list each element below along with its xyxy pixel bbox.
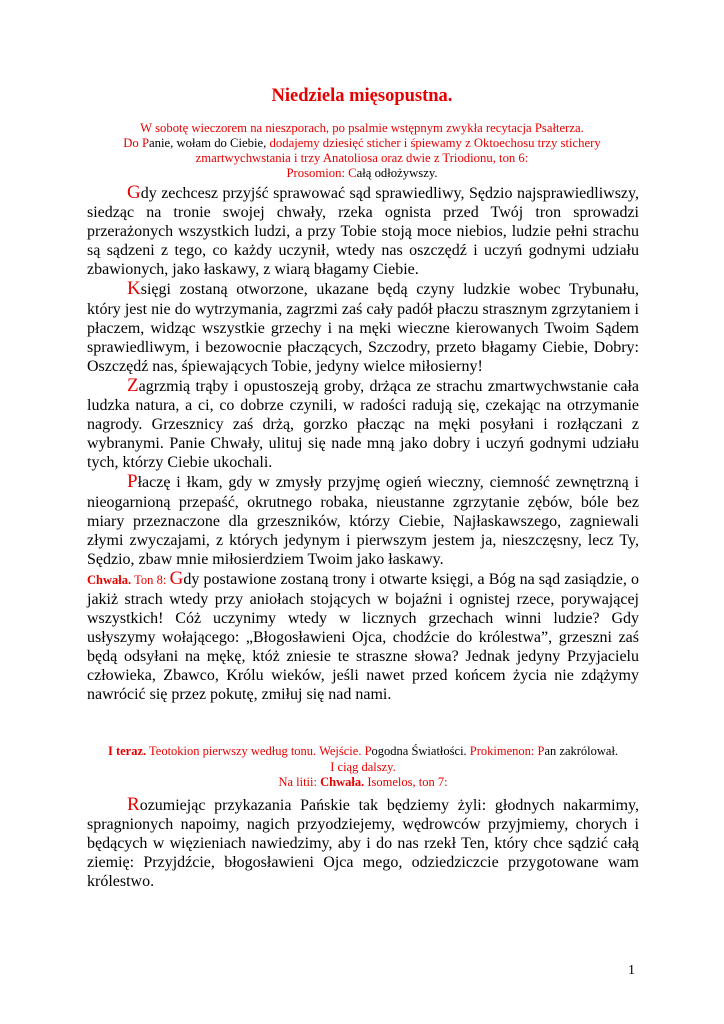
- intro-line-4-initial: C: [348, 166, 357, 180]
- litia-glory-label: Chwała.: [320, 775, 365, 789]
- intro-line-2: [96, 136, 628, 151]
- litia-paragraph: [87, 795, 639, 891]
- drop-initial: G: [169, 567, 184, 589]
- intro-line-2-rubric: dodajemy dziesięć sticher i śpiewamy z Oktoechosu trzy stichery: [266, 136, 601, 150]
- litia-suffix: Isomelos, ton 7:: [364, 775, 448, 789]
- intro-line-3: zmartwychwstania i trzy Anatoliosa oraz dwie z Triodionu, ton 6:: [195, 151, 529, 165]
- stichera-paragraph: [87, 472, 639, 568]
- paragraph-text: ozumiejąc przykazania Pańskie tak będziemy żyli: głodnych nakarmimy, spragnionych napoimy, nagich przyodziejemy, wędrowców przyjmiemy, chorych i będących w więzieniach nawiedzimy, aby i do nas rzekł Ten, który chce sądzić całą ziemię: Przyjdźcie, błogosławieni Ojca mego, odziedziczcie przygotowane wam królestwo.: [87, 797, 639, 891]
- now-rubric-line-3: [87, 775, 639, 791]
- litia-section: [87, 795, 639, 891]
- stichera-paragraph: [87, 183, 639, 279]
- now-rubric-incipit-2: an zakrólował.: [544, 744, 619, 758]
- drop-initial: G: [127, 182, 141, 203]
- glory-rubric: [87, 573, 170, 587]
- paragraph-text: sięgi zostaną otworzone, ukazane będą czyny ludzkie wobec Trybunału, który jest nie do wytrzymania, zagrzmi zaś cały padół płaczu strasznym zgrzytaniem i płaczem, widząc wszystkie grzechy i na męki wieczne kierowanych Twoim Sądem sprawiedliwym, i bezowocnie płaczących, Szczodry, przeto błagamy Ciebie, Dobry: Oszczędź nas, śpiewających Tobie, jedyny wielce miłosierny!: [87, 281, 639, 375]
- drop-initial: R: [127, 794, 140, 815]
- glory-paragraph: [87, 569, 639, 705]
- now-rubric-incipit-1: ogodna Światłości.: [371, 744, 467, 758]
- intro-line-2-incipit: anie, wołam do Ciebie,: [149, 136, 267, 150]
- drop-initial: K: [127, 278, 141, 300]
- intro-line-2-initial: P: [141, 136, 150, 150]
- now-rubric-part-2: Prokimenon:: [466, 744, 538, 758]
- intro-line-2-prefix: Do: [123, 136, 142, 150]
- paragraph-text: agrzmią trąby i opustoszeją groby, drżąca ze strachu zmartwychwstanie cała ludzka natura, a ci, co dobrze czynili, w radości radują się, czekając na otrzymanie nagrody. Grzesznicy zaś drżą, gorzko płacząc na męki posyłani i rozłączani z wybranymi. Panie Chwały, ulituj się nade mną jako dobry i uczyń godnymi udziału tych, którzy Ciebie ukochali.: [87, 377, 639, 472]
- now-rubric-line-1: [87, 744, 639, 760]
- glory-label: Chwała.: [87, 572, 132, 587]
- drop-initial: P: [127, 471, 138, 493]
- now-rubric-initial-1: P: [364, 744, 372, 758]
- now-rubric-line-2: I ciąg dalszy.: [330, 759, 396, 774]
- now-rubric-part-1: Teotokion pierwszy według tonu. Wejście.: [146, 744, 365, 758]
- intro-line-4: [96, 166, 628, 181]
- page-title: Niedziela mięsopustna.: [271, 86, 453, 106]
- intro-line-4-rubric: Prosomion:: [286, 166, 349, 180]
- stichera-paragraph: [87, 279, 639, 375]
- paragraph-text: dy zechcesz przyjść sprawować sąd sprawiedliwy, Sędzio najsprawiedliwszy, siedząc na tronie swojej chwały, rzeka ognista przed Twój tron sprowadzi przerażonych wszystkich ludzi, a przy Tobie stoją moce niebios, ludzie pełni strachu są sądzeni z tego, co każdy uczynił, wtedy nas oszczędź i uczyń godnymi udziału zbawionych, jako łaskawy, z wiarą błagamy Ciebie.: [87, 185, 639, 279]
- intro-rubric: [96, 121, 628, 181]
- now-label: I teraz.: [107, 744, 147, 758]
- intro-line-1: W sobotę wieczorem na nieszporach, po psalmie wstępnym zwykła recytacja Psałterza.: [140, 121, 584, 135]
- page-number: 1: [628, 963, 635, 978]
- stichera-paragraph: [87, 376, 639, 472]
- paragraph-text: dy postawione zostaną trony i otwarte księgi, a Bóg na sąd zasiądzie, o jakiż strach wtedy przy aniołach stojących w bojaźni i ognistej rzece, porywającej wszystkich! Cóż uczynimy wtedy w licznych grzechach winni ludzie? Gdy usłyszymy wołającego: „Błogosławieni Ojca, chodźcie do królestwa”, grzeszni zaś będą odsyłani na mękę, któż zniesie te straszne słowa? Jednak jedyny Przyjacielu człowieka, Zbawco, Królu wieków, jeśli nawet przed końcem życia nie zdążymy nawrócić się przez pokutę, zmiłuj się nad nami.: [87, 570, 640, 704]
- paragraph-text: łaczę i łkam, gdy w zmysły przyjmę ogień wieczny, ciemność zewnętrzną i nieogarnioną przepaść, okrutnego robaka, nieustanne zgrzytanie zębów, bóle bez miary przeznaczone dla grzeszników, którzy Ciebie, Najłaskawszego, zagniewali złymi zwyczajami, z których jedynym i pierwszym jestem ja, nieszczęsny, lecz Ty, Sędzio, zbaw mnie miłosierdziem Twoim jako łaskawy.: [87, 474, 639, 568]
- glory-tone: Ton 8:: [131, 572, 170, 587]
- now-rubric-initial-2: P: [537, 744, 545, 758]
- litia-prefix: Na litii:: [278, 775, 321, 789]
- stichera-section: [87, 183, 639, 705]
- intro-line-4-incipit: ałą odłożywszy.: [356, 166, 438, 180]
- drop-initial: Z: [127, 374, 139, 396]
- now-rubric: [87, 744, 639, 791]
